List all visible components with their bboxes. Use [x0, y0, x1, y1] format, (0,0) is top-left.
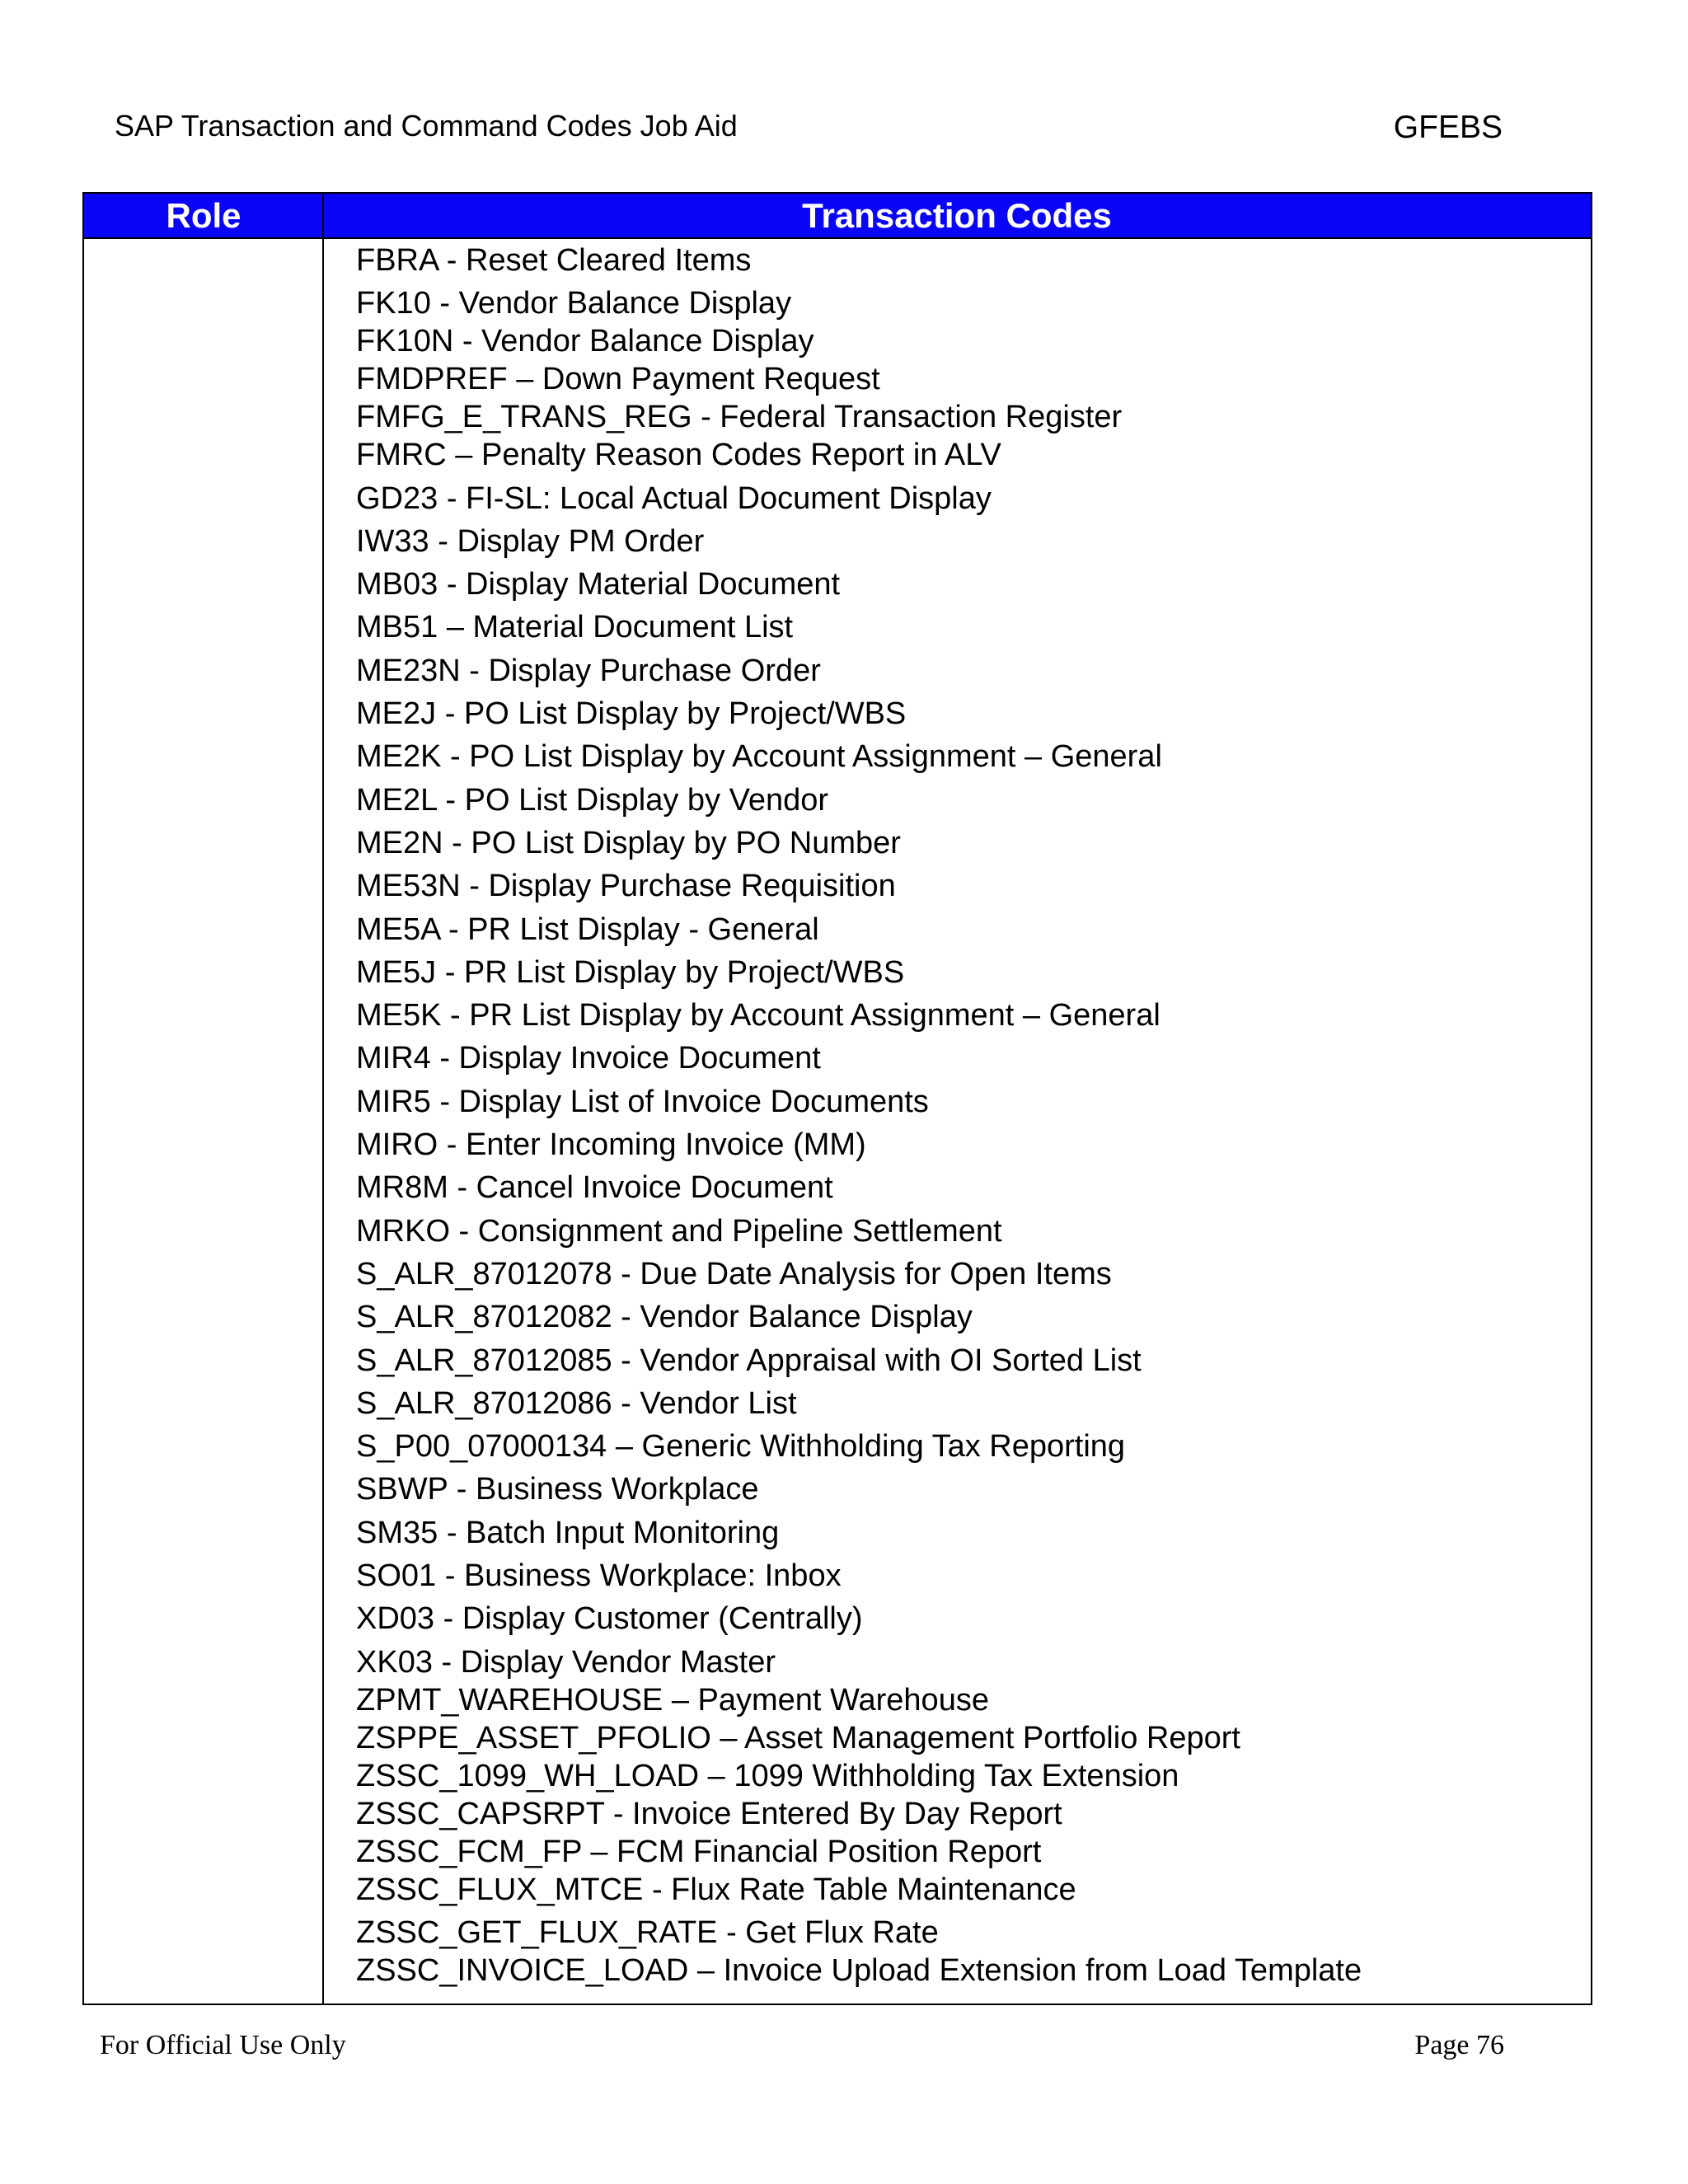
transaction-code-item: FMRC – Penalty Reason Codes Report in ALV [356, 438, 1001, 473]
transaction-code-item: ZSSC_GET_FLUX_RATE - Get Flux Rate [356, 1915, 939, 1950]
transaction-code-item: ZSSC_FLUX_MTCE - Flux Rate Table Maintenance [356, 1872, 1076, 1907]
transaction-code-item: XK03 - Display Vendor Master [356, 1644, 776, 1680]
transaction-code-item: MB51 – Material Document List [356, 610, 794, 645]
transaction-code-item: S_P00_07000134 – Generic Withholding Tax Reporting [356, 1429, 1126, 1465]
footer-classification: For Official Use Only [100, 2030, 346, 2060]
transaction-code-item: ZPMT_WAREHOUSE – Payment Warehouse [356, 1682, 989, 1718]
transaction-codes-table [82, 192, 1592, 2005]
transaction-code-item: FBRA - Reset Cleared Items [356, 243, 752, 278]
transaction-code-item: ZSSC_CAPSRPT - Invoice Entered By Day Report [356, 1796, 1062, 1831]
transaction-code-item: ME5A - PR List Display - General [356, 912, 819, 947]
system-name: GFEBS [1393, 110, 1503, 145]
transaction-code-item: ME2L - PO List Display by Vendor [356, 782, 829, 818]
transaction-code-item: GD23 - FI-SL: Local Actual Document Display [356, 480, 992, 516]
transaction-code-item: S_ALR_87012082 - Vendor Balance Display [356, 1300, 973, 1335]
transaction-code-item: S_ALR_87012086 - Vendor List [356, 1385, 797, 1421]
role-column-header: Role [166, 196, 241, 235]
transaction-code-item: ME5J - PR List Display by Project/WBS [356, 954, 905, 990]
transaction-code-item: ME2J - PO List Display by Project/WBS [356, 696, 907, 732]
transaction-code-item: XD03 - Display Customer (Centrally) [356, 1601, 863, 1637]
document-title: SAP Transaction and Command Codes Job Aid [115, 109, 738, 143]
transaction-code-item: FK10N - Vendor Balance Display [356, 324, 814, 359]
table-header-row [84, 194, 1591, 239]
transaction-code-list [356, 241, 1362, 1989]
transaction-code-item: ZSSC_FCM_FP – FCM Financial Position Report [356, 1834, 1042, 1869]
transaction-code-item: SM35 - Batch Input Monitoring [356, 1515, 780, 1550]
transaction-code-item: SO01 - Business Workplace: Inbox [356, 1558, 842, 1594]
transaction-code-item: FMDPREF – Down Payment Request [356, 362, 880, 397]
transaction-code-item: ZSSC_1099_WH_LOAD – 1099 Withholding Tax Extension [356, 1758, 1179, 1793]
transaction-code-item: MIRO - Enter Incoming Invoice (MM) [356, 1127, 866, 1163]
transaction-code-item: MB03 - Display Material Document [356, 567, 841, 602]
transaction-code-item: FMFG_E_TRANS_REG - Federal Transaction Register [356, 400, 1123, 435]
transaction-code-item: MRKO - Consignment and Pipeline Settlement [356, 1213, 1002, 1249]
transaction-codes-column-header: Transaction Codes [802, 196, 1112, 235]
transaction-code-item: ME5K - PR List Display by Account Assignment – General [356, 998, 1160, 1033]
transaction-code-item: S_ALR_87012078 - Due Date Analysis for Open Items [356, 1256, 1112, 1291]
transaction-code-item: ZSSC_INVOICE_LOAD – Invoice Upload Extension from Load Template [356, 1952, 1362, 1988]
transaction-code-item: MIR4 - Display Invoice Document [356, 1041, 821, 1076]
transaction-code-item: ME2K - PO List Display by Account Assignment – General [356, 739, 1162, 775]
transaction-code-item: ME53N - Display Purchase Requisition [356, 869, 896, 904]
transaction-code-item: ME2N - PO List Display by PO Number [356, 825, 901, 860]
transaction-code-item: ZSPPE_ASSET_PFOLIO – Asset Management Portfolio Report [356, 1720, 1240, 1755]
transaction-code-item: IW33 - Display PM Order [356, 523, 705, 559]
column-divider [322, 194, 324, 2004]
transaction-code-item: SBWP - Business Workplace [356, 1472, 759, 1507]
transaction-code-item: MR8M - Cancel Invoice Document [356, 1170, 833, 1206]
transaction-code-item: S_ALR_87012085 - Vendor Appraisal with OI Sorted List [356, 1343, 1142, 1378]
transaction-code-item: ME23N - Display Purchase Order [356, 653, 821, 688]
transaction-code-item: FK10 - Vendor Balance Display [356, 286, 792, 321]
transaction-code-item: MIR5 - Display List of Invoice Documents [356, 1084, 929, 1119]
page-number: Page 76 [1414, 2030, 1504, 2060]
